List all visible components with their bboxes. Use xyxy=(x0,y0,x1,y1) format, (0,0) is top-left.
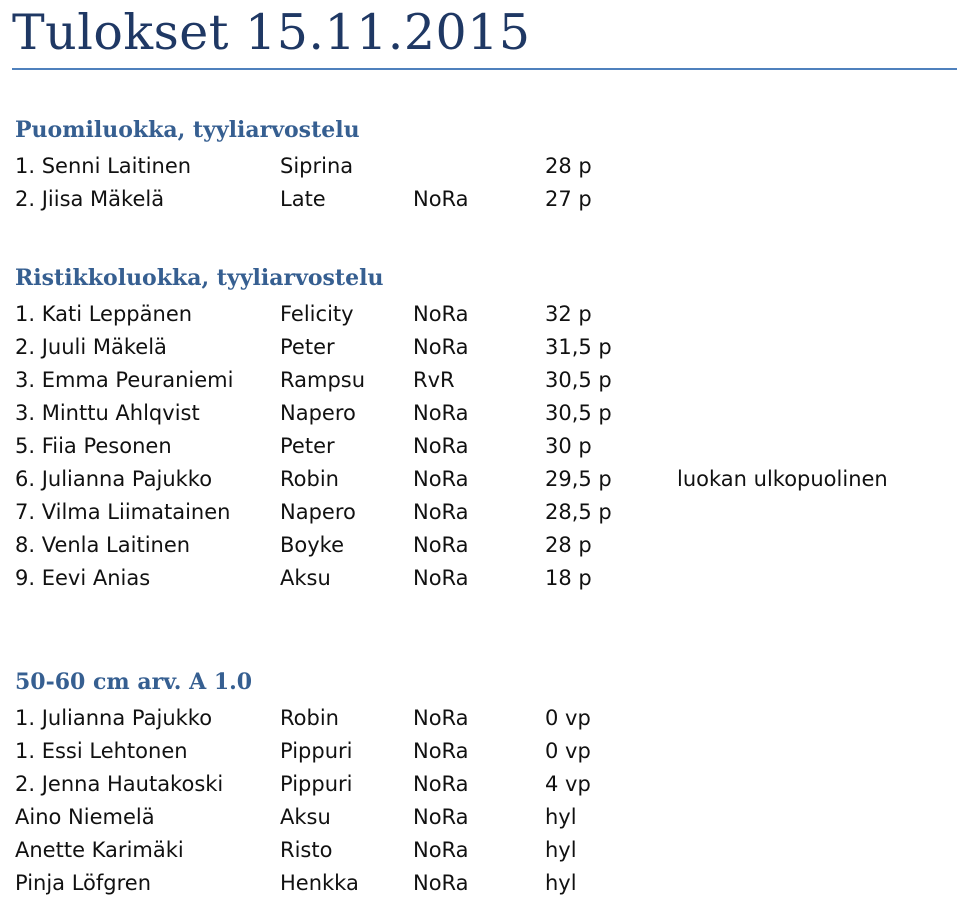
result-row xyxy=(15,331,955,364)
result-row xyxy=(15,735,955,768)
horse-name: Robin xyxy=(280,706,339,730)
horse-name: Napero xyxy=(280,401,356,425)
score: 28,5 p xyxy=(545,500,612,524)
club-name: NoRa xyxy=(413,434,469,458)
horse-name: Late xyxy=(280,187,326,211)
result-row xyxy=(15,150,955,183)
horse-name: Pippuri xyxy=(280,739,353,763)
rider-name: 1. Senni Laitinen xyxy=(15,154,192,178)
club-name: NoRa xyxy=(413,335,469,359)
result-row xyxy=(15,702,955,735)
club-name: NoRa xyxy=(413,533,469,557)
score: 4 vp xyxy=(545,772,591,796)
horse-name: Risto xyxy=(280,838,333,862)
title-divider xyxy=(12,68,957,70)
score: 28 p xyxy=(545,154,592,178)
club-name: NoRa xyxy=(413,838,469,862)
result-note: luokan ulkopuolinen xyxy=(677,467,888,491)
result-row xyxy=(15,529,955,562)
score: hyl xyxy=(545,805,577,829)
horse-name: Napero xyxy=(280,500,356,524)
result-row xyxy=(15,463,955,496)
rider-name: 7. Vilma Liimatainen xyxy=(15,500,231,524)
section-heading: Ristikkoluokka, tyyliarvostelu xyxy=(15,265,384,291)
horse-name: Henkka xyxy=(280,871,359,895)
result-row xyxy=(15,562,955,595)
results-section-50-60cm xyxy=(15,668,955,900)
section-heading: 50-60 cm arv. A 1.0 xyxy=(15,669,253,695)
result-row xyxy=(15,430,955,463)
result-row xyxy=(15,801,955,834)
rider-name: Pinja Löfgren xyxy=(15,871,152,895)
rider-name: 3. Emma Peuraniemi xyxy=(15,368,234,392)
club-name: NoRa xyxy=(413,401,469,425)
score: 32 p xyxy=(545,302,592,326)
page-title: Tulokset 15.11.2015 xyxy=(12,4,531,61)
rider-name: 9. Eevi Anias xyxy=(15,566,151,590)
result-row xyxy=(15,867,955,900)
score: 0 vp xyxy=(545,706,591,730)
horse-name: Aksu xyxy=(280,566,331,590)
score: 0 vp xyxy=(545,739,591,763)
horse-name: Peter xyxy=(280,335,335,359)
results-section-ristikkoluokka xyxy=(15,264,955,595)
rider-name: Anette Karimäki xyxy=(15,838,184,862)
club-name: NoRa xyxy=(413,566,469,590)
score: 18 p xyxy=(545,566,592,590)
result-row xyxy=(15,834,955,867)
club-name: NoRa xyxy=(413,739,469,763)
club-name: NoRa xyxy=(413,772,469,796)
club-name: NoRa xyxy=(413,302,469,326)
club-name: NoRa xyxy=(413,871,469,895)
result-row xyxy=(15,183,955,216)
horse-name: Siprina xyxy=(280,154,354,178)
result-row xyxy=(15,397,955,430)
result-row xyxy=(15,496,955,529)
score: 30,5 p xyxy=(545,401,612,425)
rider-name: 2. Jenna Hautakoski xyxy=(15,772,224,796)
horse-name: Boyke xyxy=(280,533,345,557)
horse-name: Robin xyxy=(280,467,339,491)
score: 29,5 p xyxy=(545,467,612,491)
horse-name: Peter xyxy=(280,434,335,458)
club-name: NoRa xyxy=(413,467,469,491)
rider-name: 2. Juuli Mäkelä xyxy=(15,335,167,359)
score: 30,5 p xyxy=(545,368,612,392)
score: 31,5 p xyxy=(545,335,612,359)
rider-name: Aino Niemelä xyxy=(15,805,155,829)
horse-name: Felicity xyxy=(280,302,354,326)
rider-name: 2. Jiisa Mäkelä xyxy=(15,187,165,211)
results-section-puomiluokka xyxy=(15,116,955,216)
rider-name: 1. Julianna Pajukko xyxy=(15,706,213,730)
score: hyl xyxy=(545,838,577,862)
club-name: NoRa xyxy=(413,500,469,524)
club-name: NoRa xyxy=(413,187,469,211)
score: 30 p xyxy=(545,434,592,458)
rider-name: 5. Fiia Pesonen xyxy=(15,434,172,458)
rider-name: 1. Essi Lehtonen xyxy=(15,739,188,763)
score: 28 p xyxy=(545,533,592,557)
rider-name: 8. Venla Laitinen xyxy=(15,533,191,557)
horse-name: Aksu xyxy=(280,805,331,829)
club-name: RvR xyxy=(413,368,455,392)
score: 27 p xyxy=(545,187,592,211)
result-row xyxy=(15,364,955,397)
horse-name: Rampsu xyxy=(280,368,366,392)
rider-name: 1. Kati Leppänen xyxy=(15,302,193,326)
rider-name: 6. Julianna Pajukko xyxy=(15,467,213,491)
horse-name: Pippuri xyxy=(280,772,353,796)
result-row xyxy=(15,298,955,331)
score: hyl xyxy=(545,871,577,895)
club-name: NoRa xyxy=(413,805,469,829)
result-row xyxy=(15,768,955,801)
section-heading: Puomiluokka, tyyliarvostelu xyxy=(15,117,360,143)
rider-name: 3. Minttu Ahlqvist xyxy=(15,401,200,425)
club-name: NoRa xyxy=(413,706,469,730)
